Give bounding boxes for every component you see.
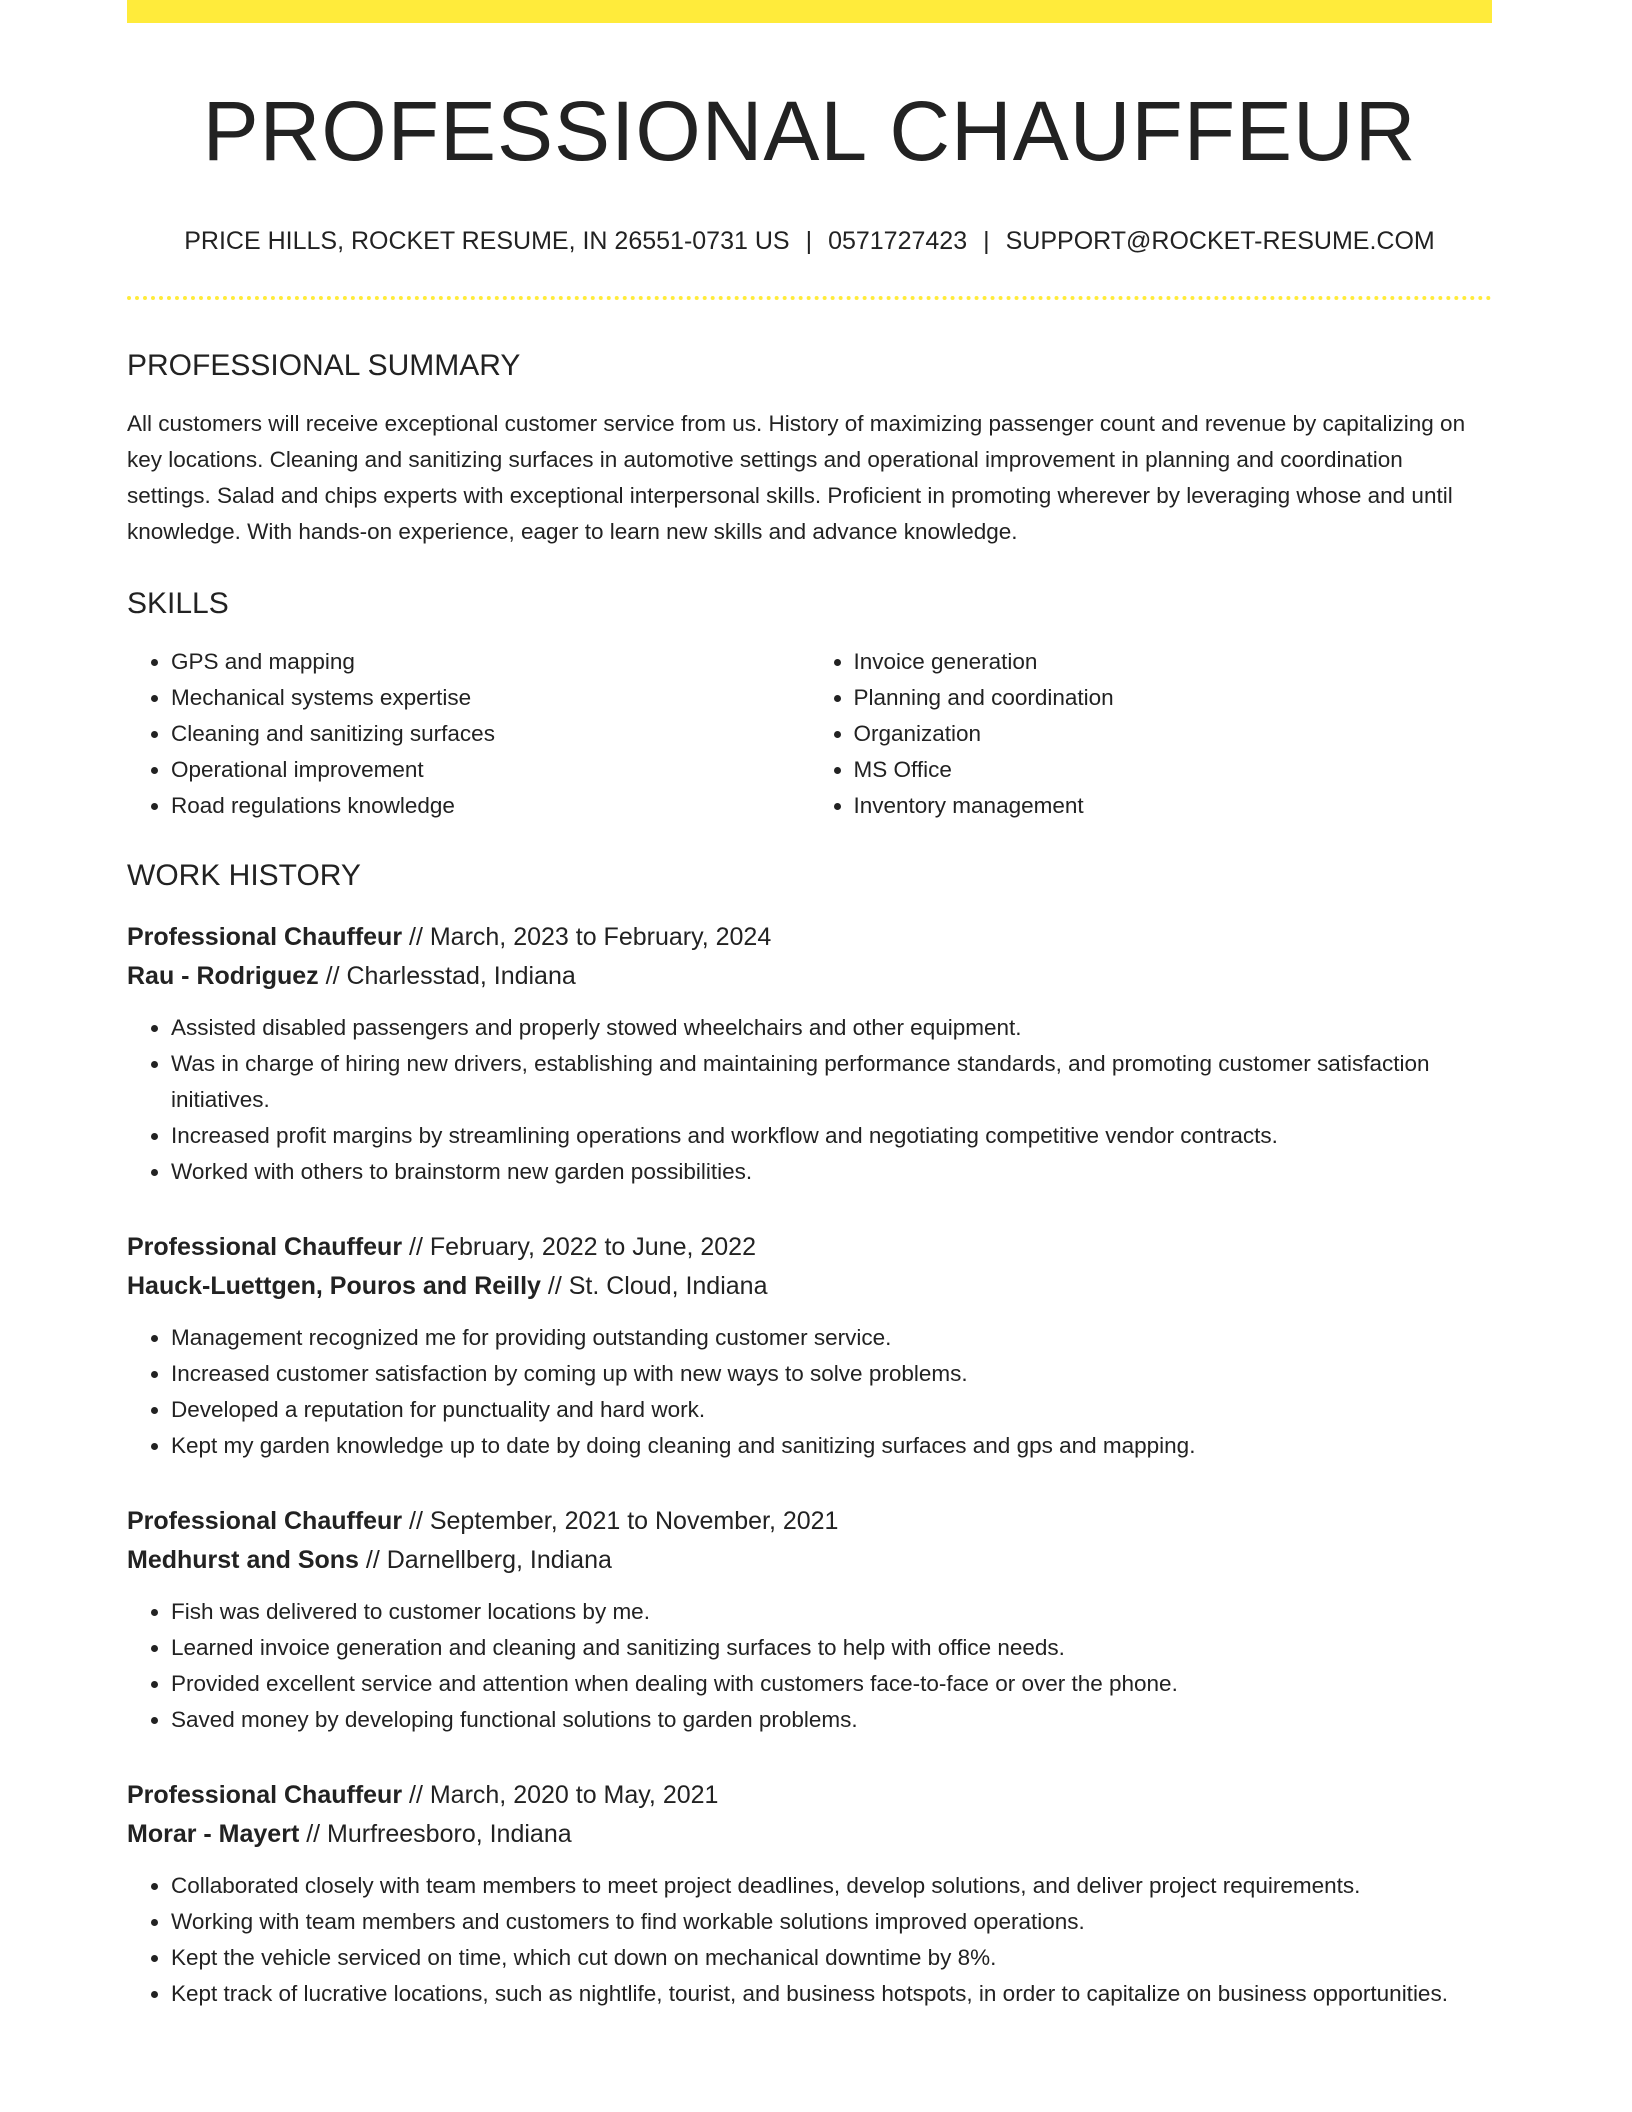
skills-column-left	[127, 644, 810, 824]
job-bullet: • Worked with others to brainstorm new garden possibilities.	[171, 1154, 1492, 1190]
job-role: Professional Chauffeur	[127, 922, 403, 951]
resume-name: PROFESSIONAL CHAUFFEUR	[202, 84, 1417, 178]
job-entry	[127, 1502, 1492, 1738]
job-dates: // March, 2020 to May, 2021	[402, 1780, 719, 1809]
job-company: Morar - Mayert	[127, 1819, 300, 1848]
job-bullets	[127, 1868, 1492, 2012]
job-entry	[127, 1228, 1492, 1464]
job-company-line	[127, 1541, 1492, 1580]
job-company-line	[127, 957, 1492, 996]
job-company: Medhurst and Sons	[127, 1545, 359, 1574]
job-bullet: • Assisted disabled passengers and properly stowed wheelchairs and other equipment.	[171, 1010, 1492, 1046]
job-bullets	[127, 1594, 1492, 1738]
skill-item: • Inventory management	[854, 788, 1493, 824]
contact-address: PRICE HILLS, ROCKET RESUME, IN 26551-0731 US	[184, 226, 790, 255]
skill-item: • Organization	[854, 716, 1493, 752]
job-dates: // September, 2021 to November, 2021	[402, 1506, 839, 1535]
job-role: Professional Chauffeur	[127, 1506, 403, 1535]
skill-item: • GPS and mapping	[171, 644, 810, 680]
job-bullet: • Was in charge of hiring new drivers, establishing and maintaining performance standards, and promoting customer satisfaction initiatives.	[171, 1046, 1492, 1118]
job-location: // Murfreesboro, Indiana	[299, 1819, 572, 1848]
job-entry	[127, 918, 1492, 1190]
job-location: // St. Cloud, Indiana	[540, 1271, 768, 1300]
skill-item: • Mechanical systems expertise	[171, 680, 810, 716]
job-role: Professional Chauffeur	[127, 1232, 403, 1261]
skill-item: • Cleaning and sanitizing surfaces	[171, 716, 810, 752]
contact-phone: 0571727423	[828, 226, 968, 255]
job-bullets	[127, 1010, 1492, 1190]
job-title-line	[127, 1502, 1492, 1541]
contact-separator: |	[805, 226, 813, 255]
job-location: // Charlesstad, Indiana	[318, 961, 576, 990]
job-company: Rau - Rodriguez	[127, 961, 319, 990]
skill-item: • MS Office	[854, 752, 1493, 788]
contact-line	[127, 226, 1492, 256]
summary-heading: PROFESSIONAL SUMMARY	[127, 348, 521, 382]
job-bullet: • Management recognized me for providing outstanding customer service.	[171, 1320, 1492, 1356]
summary-text: All customers will receive exceptional customer service from us. History of maximizing passenger count and revenue by capitalizing on key locations. Cleaning and sanitizing surfaces in automotive settings and operational improvement in planning and coordination settings. Salad and chips experts with exceptional interpersonal skills. Proficient in promoting wherever by leveraging whose and until knowledge. With hands-on experience, eager to learn new skills and advance knowledge.	[127, 410, 1466, 544]
job-bullet: • Fish was delivered to customer locations by me.	[171, 1594, 1492, 1630]
job-company-line	[127, 1815, 1492, 1854]
job-title-line	[127, 918, 1492, 957]
skill-item: • Road regulations knowledge	[171, 788, 810, 824]
job-entry	[127, 1776, 1492, 2012]
dotted-divider	[127, 296, 1492, 300]
job-bullet: • Kept the vehicle serviced on time, which cut down on mechanical downtime by 8%.	[171, 1940, 1492, 1976]
skill-item: • Invoice generation	[854, 644, 1493, 680]
job-company: Hauck-Luettgen, Pouros and Reilly	[127, 1271, 541, 1300]
skills-section	[127, 586, 1492, 824]
skill-item: • Operational improvement	[171, 752, 810, 788]
summary-section	[127, 348, 1492, 550]
skill-item: • Planning and coordination	[854, 680, 1493, 716]
skills-heading: SKILLS	[127, 586, 229, 620]
contact-separator: |	[983, 226, 990, 255]
resume-page	[127, 0, 1492, 2012]
job-location: // Darnellberg, Indiana	[358, 1545, 612, 1574]
job-role: Professional Chauffeur	[127, 1780, 403, 1809]
work-history-section	[127, 858, 1492, 2012]
job-bullet: • Saved money by developing functional solutions to garden problems.	[171, 1702, 1492, 1738]
job-bullet: • Developed a reputation for punctuality and hard work.	[171, 1392, 1492, 1428]
skills-grid	[127, 644, 1492, 824]
job-title-line	[127, 1776, 1492, 1815]
job-dates: // March, 2023 to February, 2024	[402, 922, 772, 951]
contact-email: SUPPORT@ROCKET-RESUME.COM	[1005, 226, 1435, 255]
job-bullet: • Increased customer satisfaction by coming up with new ways to solve problems.	[171, 1356, 1492, 1392]
job-bullet: • Working with team members and customers to find workable solutions improved operations.	[171, 1904, 1492, 1940]
job-bullet: • Collaborated closely with team members to meet project deadlines, develop solutions, and deliver project requirements.	[171, 1868, 1492, 1904]
job-bullet: • Increased profit margins by streamlining operations and workflow and negotiating competitive vendor contracts.	[171, 1118, 1492, 1154]
job-bullet: • Provided excellent service and attention when dealing with customers face-to-face or over the phone.	[171, 1666, 1492, 1702]
job-dates: // February, 2022 to June, 2022	[402, 1232, 756, 1261]
job-title-line	[127, 1228, 1492, 1267]
work-history-heading: WORK HISTORY	[127, 858, 361, 892]
job-bullet: • Kept my garden knowledge up to date by doing cleaning and sanitizing surfaces and gps and mapping.	[171, 1428, 1492, 1464]
skills-column-right	[810, 644, 1493, 824]
accent-top-bar	[127, 0, 1492, 23]
job-bullet: • Learned invoice generation and cleaning and sanitizing surfaces to help with office needs.	[171, 1630, 1492, 1666]
job-bullet: • Kept track of lucrative locations, such as nightlife, tourist, and business hotspots, in order to capitalize on business opportunities.	[171, 1976, 1492, 2012]
job-company-line	[127, 1267, 1492, 1306]
job-bullets	[127, 1320, 1492, 1464]
